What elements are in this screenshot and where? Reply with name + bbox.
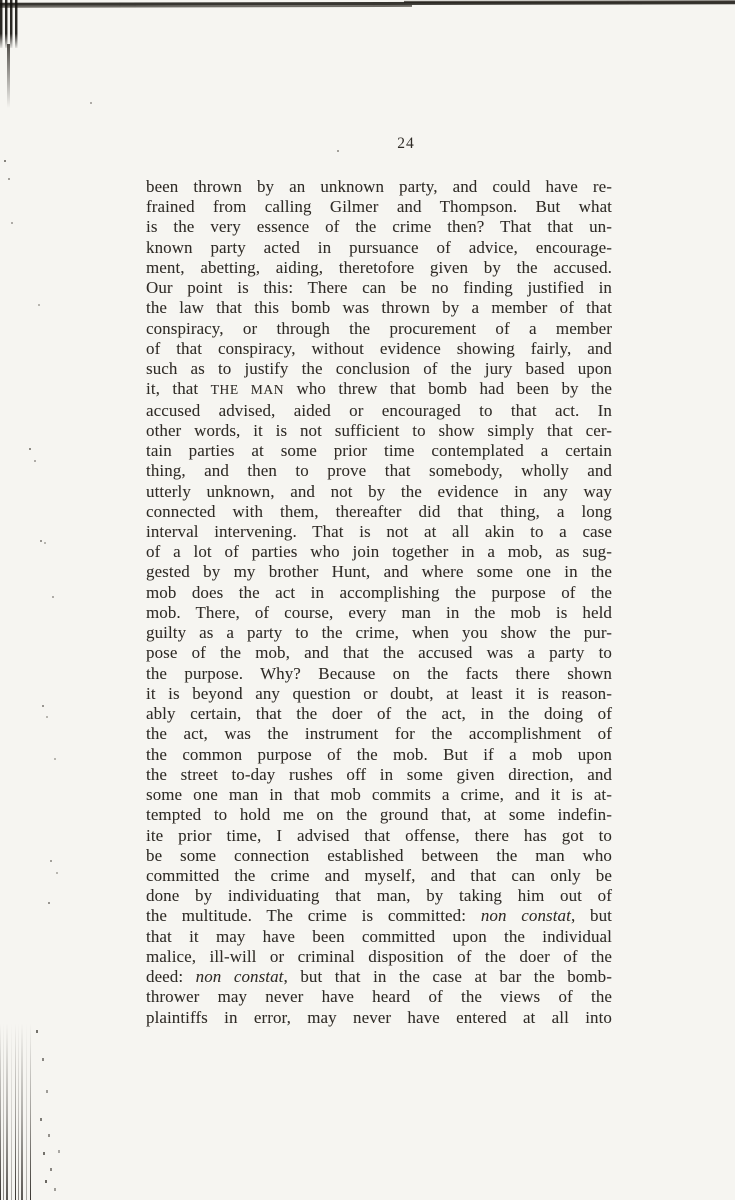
text-segment: ably certain, that the doer of the act, in the doing of — [146, 704, 612, 724]
text-line — [146, 745, 612, 765]
text-segment: ite prior time, I advised that offense, there has got to — [146, 825, 612, 845]
text-segment: the act, was the instrument for the accomplishment of — [146, 724, 612, 744]
text-line — [146, 1008, 612, 1028]
text-segment: mob. There, of course, every man in the mob is held — [146, 602, 612, 622]
text-segment: gested by my brother Hunt, and where some one in the — [146, 562, 612, 582]
text-segment: the purpose. Why? Because on the facts there shown — [146, 663, 612, 683]
text-line — [146, 298, 612, 318]
text-segment: , but — [570, 906, 612, 926]
text-line — [146, 846, 612, 866]
text-segment: conspiracy, or through the procurement of a member — [146, 318, 612, 338]
text-line — [146, 319, 612, 339]
text-segment: , but that in the case at bar the bomb- — [283, 967, 612, 987]
scan-line — [0, 5, 412, 8]
text-line — [146, 217, 612, 237]
scan-artifact-left-streak — [7, 44, 10, 108]
scan-artifact-top-edge — [0, 0, 735, 10]
text-line — [146, 724, 612, 744]
text-line — [146, 379, 612, 400]
text-line — [146, 623, 612, 643]
scan-artifact-specks — [4, 160, 6, 162]
text-segment: the common purpose of the mob. But if a mob upon — [146, 744, 612, 764]
text-line — [146, 482, 612, 502]
text-segment: plaintiffs in error, may never have entered at all into — [146, 1007, 612, 1027]
text-segment: guilty as a party to the crime, when you show the pur- — [146, 623, 612, 643]
text-segment: of that conspiracy, without evidence showing fairly, and — [146, 338, 612, 358]
body-text — [146, 177, 612, 1028]
text-line — [146, 684, 612, 704]
text-segment: frained from calling Gilmer and Thompson. But what — [146, 197, 612, 217]
text-line — [146, 258, 612, 278]
text-segment: ment, abetting, aiding, theretofore given by the accused. — [146, 257, 612, 277]
text-line — [146, 278, 612, 298]
text-segment: thrower may never have heard of the views of the — [146, 987, 612, 1007]
text-line — [146, 866, 612, 886]
text-line — [146, 704, 612, 724]
text-line — [146, 967, 612, 987]
text-segment: the law that this bomb was thrown by a member of that — [146, 298, 612, 318]
text-line — [146, 583, 612, 603]
text-line — [146, 886, 612, 906]
text-segment: accused advised, aided or encouraged to that act. In — [146, 400, 612, 420]
text-segment: Our point is this: There can be no finding justified in — [146, 278, 612, 298]
text-segment: malice, ill-will or criminal disposition of the doer of the — [146, 946, 612, 966]
text-line — [146, 805, 612, 825]
text-line — [146, 603, 612, 623]
text-line — [146, 643, 612, 663]
text-line — [146, 177, 612, 197]
text-segment: done by individuating that man, by taking him out of — [146, 886, 612, 906]
text-line — [146, 441, 612, 461]
text-segment: interval intervening. That is not at all akin to a case — [146, 521, 612, 541]
scan-artifact-specks — [36, 1030, 38, 1033]
text-line — [146, 765, 612, 785]
text-segment: be some connection established between the man who — [146, 845, 612, 865]
text-segment: it is beyond any question or doubt, at least it is reason- — [146, 683, 612, 703]
text-line — [146, 826, 612, 846]
text-line — [146, 785, 612, 805]
scan-artifact-bottom-left-binding — [0, 1008, 32, 1200]
text-segment: been thrown by an unknown party, and could have re- — [146, 177, 612, 196]
text-line — [146, 339, 612, 359]
scan-artifact-top-left-smudge — [0, 0, 18, 48]
text-line — [146, 562, 612, 582]
text-segment: tain parties at some prior time contemplated a certain — [146, 441, 612, 461]
text-segment: mob does the act in accomplishing the purpose of the — [146, 582, 612, 602]
text-line — [146, 421, 612, 441]
text-segment: committed the crime and myself, and that can only be — [146, 865, 612, 885]
text-line — [146, 542, 612, 562]
text-line — [146, 461, 612, 481]
page-number: 24 — [397, 135, 415, 152]
text-segment: THE MAN — [210, 382, 285, 398]
text-segment: non constat — [195, 967, 284, 987]
text-segment: of a lot of parties who join together in a mob, as sug- — [146, 542, 612, 562]
text-line — [146, 522, 612, 542]
text-segment: is the very essence of the crime then? That that un- — [146, 217, 612, 237]
text-segment: such as to justify the conclusion of the jury based upon — [146, 359, 612, 379]
text-segment: tempted to hold me on the ground that, at some indefin- — [146, 805, 612, 825]
text-segment: known party acted in pursuance of advice, encourage- — [146, 237, 612, 257]
text-segment: deed: — [146, 967, 196, 987]
text-line — [146, 502, 612, 522]
text-segment: the multitude. The crime is committed: — [146, 906, 481, 926]
text-line — [146, 906, 612, 926]
text-segment: thing, and then to prove that somebody, wholly and — [146, 461, 612, 481]
text-segment: connected with them, thereafter did that thing, a long — [146, 501, 612, 521]
text-line — [146, 664, 612, 684]
text-line — [146, 197, 612, 217]
text-line — [146, 927, 612, 947]
text-line — [146, 987, 612, 1007]
text-line — [146, 947, 612, 967]
text-line — [146, 238, 612, 258]
text-segment: who threw that bomb had been by the — [284, 379, 613, 399]
text-segment: the street to-day rushes off in some given direction, and — [146, 764, 612, 784]
text-line — [146, 401, 612, 421]
text-segment: utterly unknown, and not by the evidence in any way — [146, 481, 612, 501]
text-segment: pose of the mob, and that the accused was a party to — [146, 643, 612, 663]
text-segment: it, that — [146, 379, 211, 399]
text-segment: non constat — [480, 906, 571, 926]
text-segment: some one man in that mob commits a crime, and it is at- — [146, 785, 612, 805]
text-line — [146, 359, 612, 379]
text-segment: that it may have been committed upon the individual — [146, 926, 612, 946]
text-segment: other words, it is not sufficient to show simply that cer- — [146, 420, 612, 440]
